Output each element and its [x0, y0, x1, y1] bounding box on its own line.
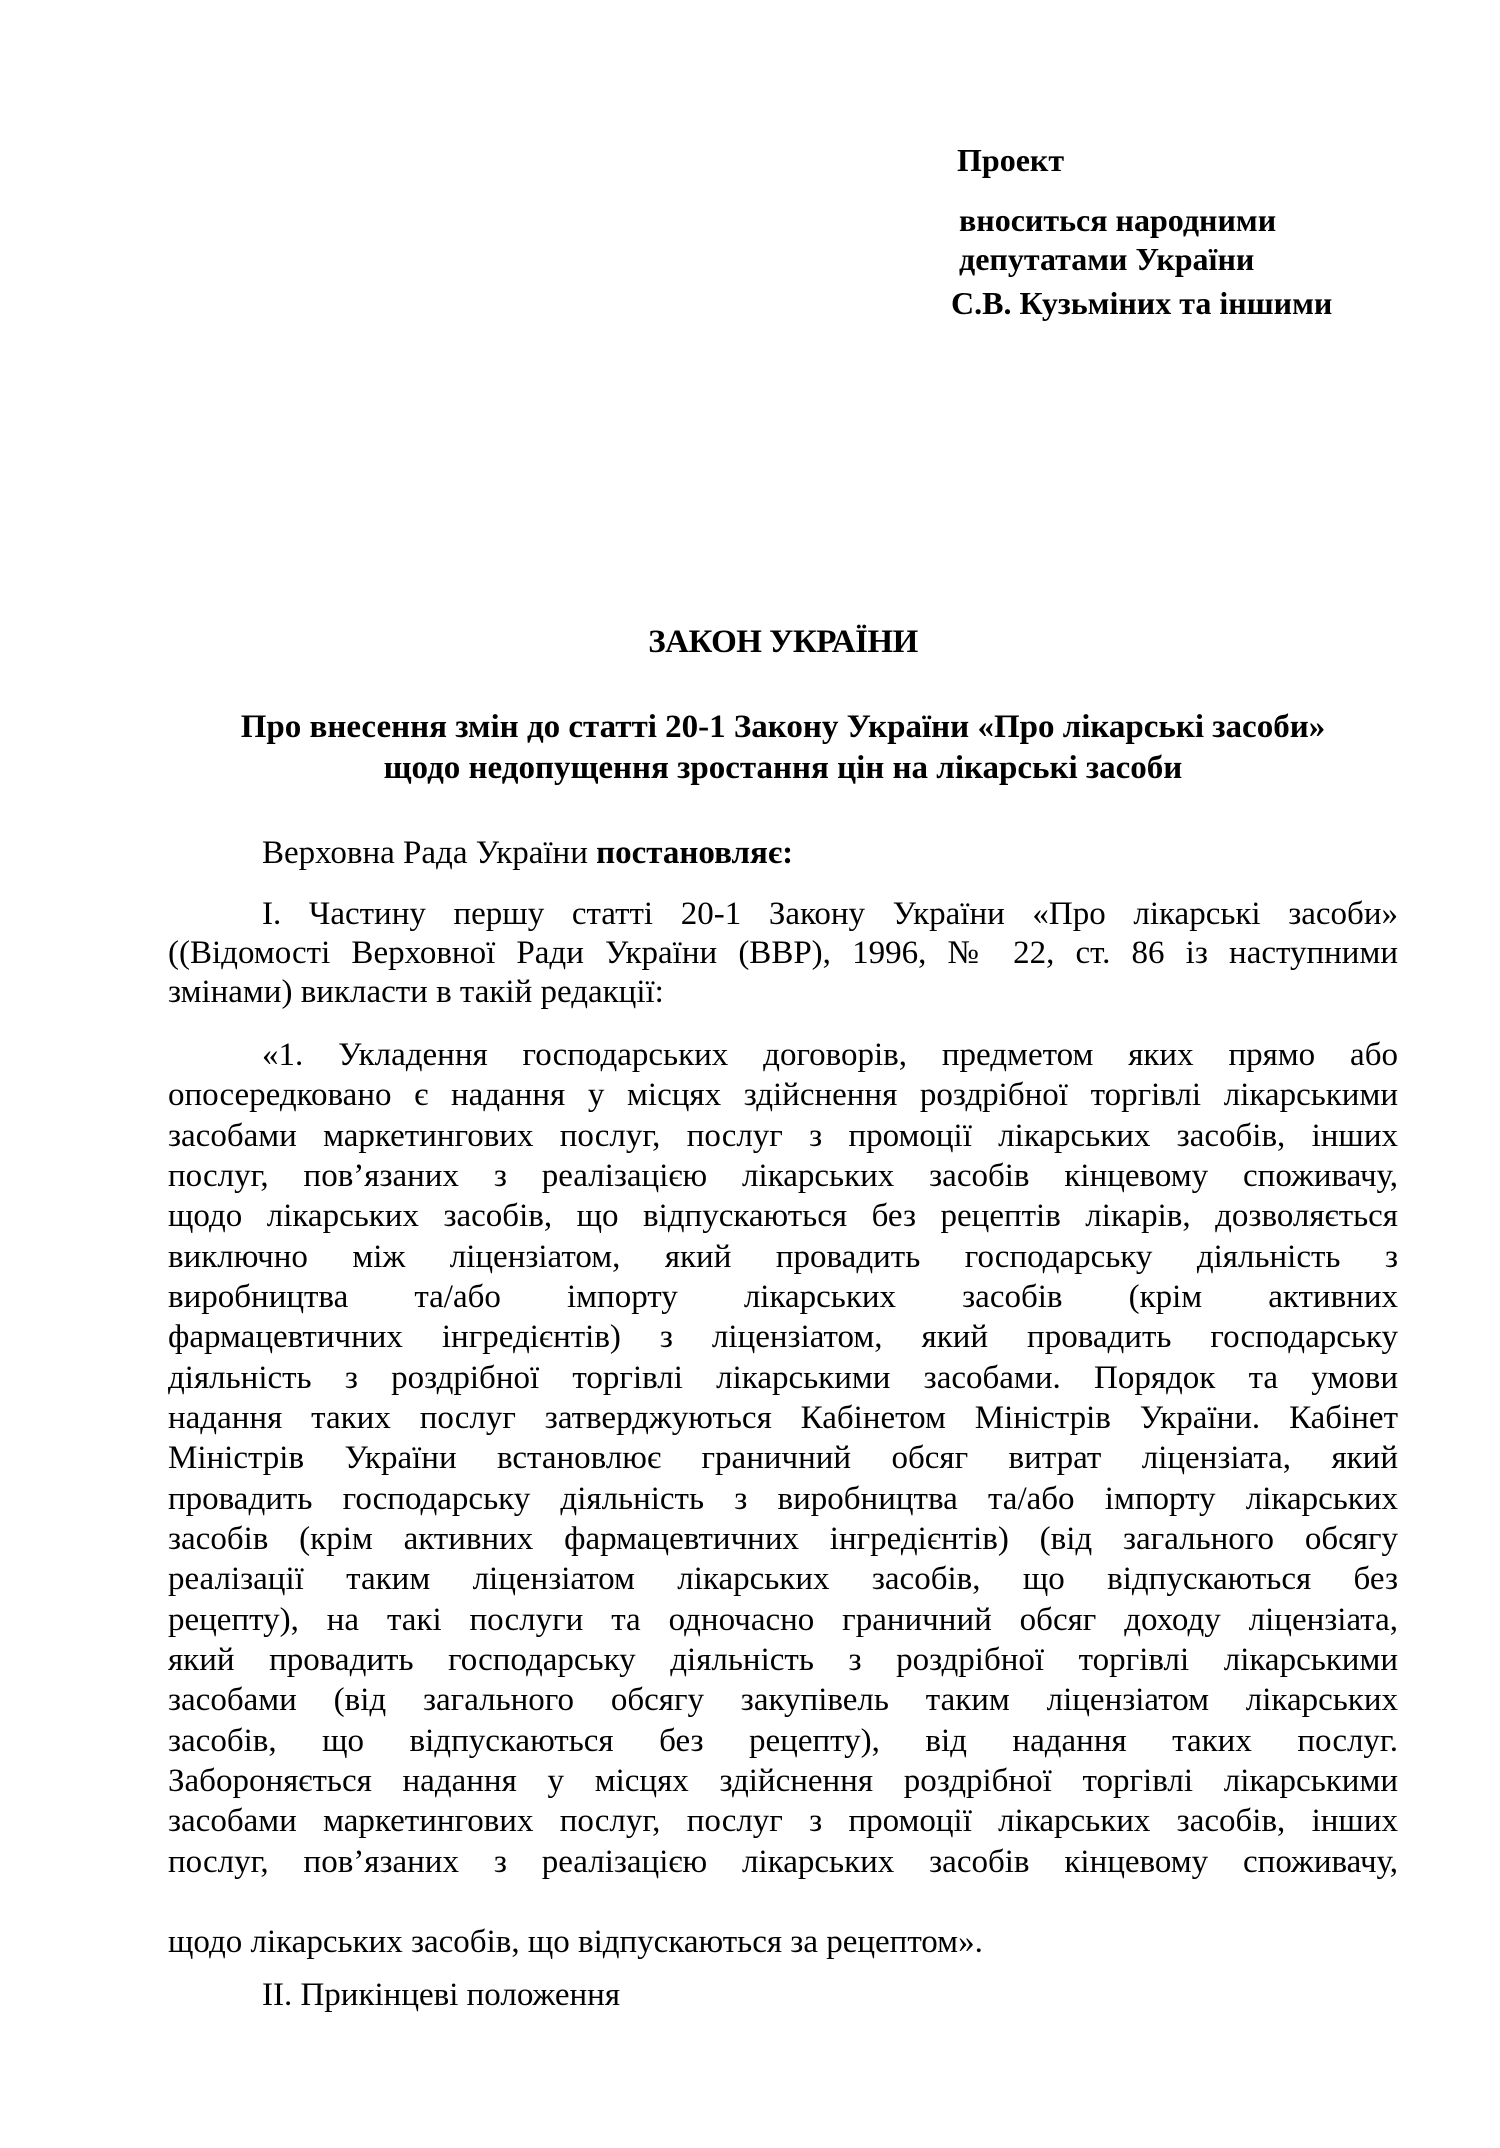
- article-line: щодо лікарських засобів, що відпускаються без рецептів лікарів, дозволяється: [168, 1198, 1398, 1234]
- section-2-heading: ІІ. Прикінцеві положення: [262, 1977, 621, 2013]
- article-line: послуг, пов’язаних з реалізацією лікарських засобів кінцевому споживачу,: [168, 1158, 1398, 1194]
- article-line: виробництва та/або імпорту лікарських засобів (крім активних: [168, 1279, 1398, 1315]
- article-line: фармацевтичних інгредієнтів) з ліцензіатом, який провадить господарську: [168, 1319, 1398, 1355]
- article-line: щодо лікарських засобів, що відпускаються за рецептом».: [168, 1924, 983, 1960]
- submitted-by-line-1: вноситься народними: [959, 202, 1277, 238]
- article-line: засобами (від загального обсягу закупівель таким ліцензіатом лікарських: [168, 1682, 1398, 1718]
- article-line: Забороняється надання у місцях здійснення роздрібної торгівлі лікарськими: [168, 1763, 1398, 1799]
- submitted-by-line-2: депутатами України: [959, 241, 1255, 277]
- preamble-bold: постановляє:: [596, 835, 794, 871]
- article-line: засобів, що відпускаються без рецепту), від надання таких послуг.: [168, 1723, 1398, 1759]
- preamble-text: Верховна Рада України: [262, 835, 597, 871]
- subtitle-line-2: щодо недопущення зростання цін на лікарські засоби: [383, 750, 1183, 786]
- document-title: ЗАКОН УКРАЇНИ: [648, 624, 918, 660]
- article-line: виключно між ліцензіатом, який провадить господарську діяльність з: [168, 1239, 1398, 1275]
- article-line: «1. Укладення господарських договорів, предметом яких прямо або: [262, 1037, 1398, 1073]
- article-line: який провадить господарську діяльність з роздрібної торгівлі лікарськими: [168, 1642, 1398, 1678]
- article-line: засобів (крім активних фармацевтичних інгредієнтів) (від загального обсягу: [168, 1521, 1398, 1557]
- preamble: [262, 833, 793, 873]
- section-1-line: змінами) викласти в такій редакції:: [168, 974, 664, 1010]
- article-line: послуг, пов’язаних з реалізацією лікарських засобів кінцевому споживачу,: [168, 1844, 1398, 1880]
- article-line: рецепту), на такі послуги та одночасно граничний обсяг доходу ліцензіата,: [168, 1602, 1398, 1638]
- article-line: діяльність з роздрібної торгівлі лікарськими засобами. Порядок та умови: [168, 1360, 1398, 1396]
- subtitle-line-1: Про внесення змін до статті 20-1 Закону України «Про лікарські засоби»: [240, 709, 1326, 745]
- section-1-line: І. Частину першу статті 20-1 Закону України «Про лікарські засоби»: [262, 896, 1398, 932]
- article-line: засобами маркетингових послуг, послуг з промоції лікарських засобів, інших: [168, 1803, 1398, 1839]
- draft-status-label: Проект: [957, 142, 1065, 178]
- article-line: надання таких послуг затверджуються Кабінетом Міністрів України. Кабінет: [168, 1400, 1398, 1436]
- article-line: засобами маркетингових послуг, послуг з промоції лікарських засобів, інших: [168, 1118, 1398, 1154]
- article-line: опосередковано є надання у місцях здійснення роздрібної торгівлі лікарськими: [168, 1077, 1398, 1113]
- section-1-line: ((Відомості Верховної Ради України (ВВР), 1996, № 22, ст. 86 із наступними: [168, 935, 1398, 971]
- article-line: провадить господарську діяльність з виробництва та/або імпорту лікарських: [168, 1481, 1398, 1517]
- article-line: реалізації таким ліцензіатом лікарських засобів, що відпускаються без: [168, 1561, 1398, 1597]
- article-line: Міністрів України встановлює граничний обсяг витрат ліцензіата, який: [168, 1440, 1398, 1476]
- submitted-by-line-3: С.В. Кузьміних та іншими: [951, 285, 1333, 321]
